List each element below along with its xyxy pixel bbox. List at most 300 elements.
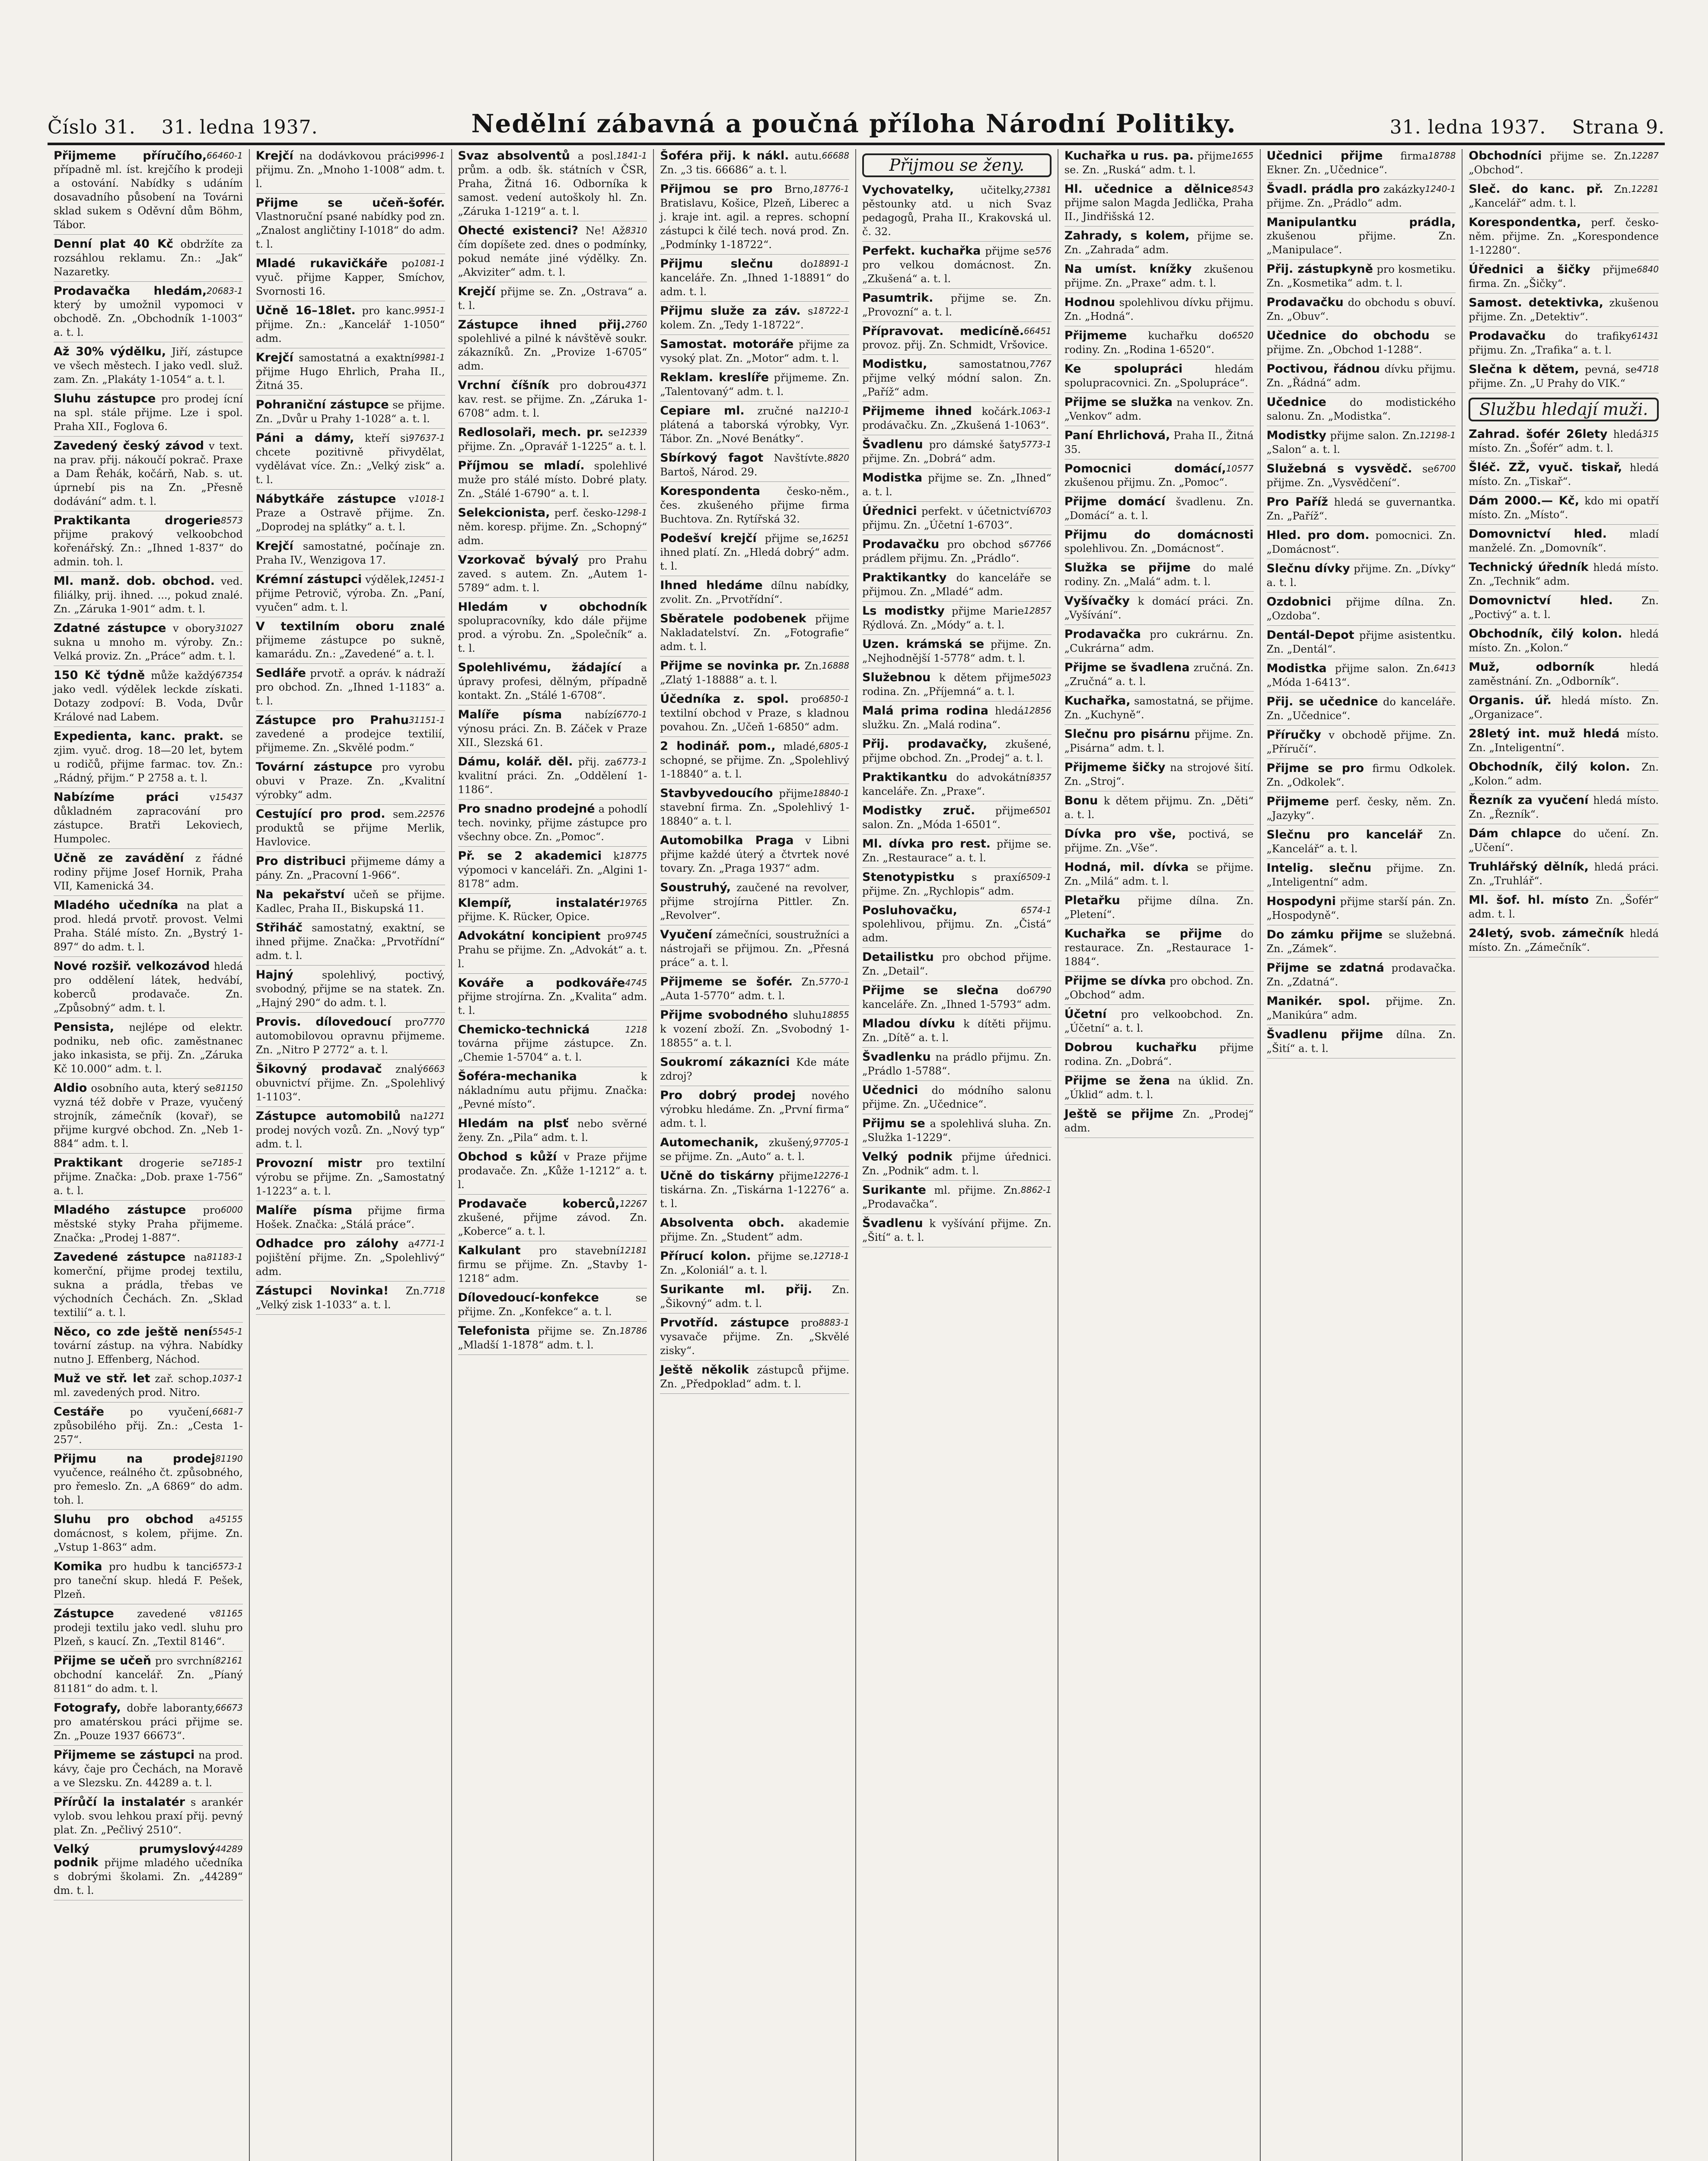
- ad-text: pro dobrou kav. rest. se přijme. Zn. „Záruka 1-6708“ adm. t. l.: [458, 379, 647, 419]
- classified-ad: [54, 392, 243, 437]
- ad-text: přijmeme. Zn. „Talentovaný“ adm. t. l.: [660, 372, 849, 398]
- ad-text: přijme. Zn. „Pisárna“ adm. t. l.: [1064, 728, 1254, 754]
- ad-heading: Slečna k dětem,: [1469, 363, 1579, 376]
- classified-ad: [862, 183, 1052, 242]
- ad-text: Zn. „Zlatý 1-18888“ a. t. l.: [660, 660, 822, 686]
- classified-ad: [458, 1291, 647, 1322]
- classified-ad: [54, 439, 243, 511]
- ad-text: zkušenou přijme. Zn. „Detektiv“.: [1469, 297, 1659, 323]
- ad-text: se přijme. Zn. „Milá“ adm. t. l.: [1064, 861, 1254, 887]
- ad-code: 81183-1: [207, 1252, 243, 1262]
- ad-heading: Hledám v obchodník: [458, 600, 647, 614]
- ad-heading: Sedláře: [255, 666, 306, 680]
- classified-ad: [458, 426, 647, 456]
- classified-ad: [1064, 182, 1254, 226]
- classified-ad: [1064, 296, 1254, 326]
- classified-ad: [1267, 296, 1456, 326]
- ad-heading: Zahrady, s kolem,: [1064, 229, 1190, 242]
- ad-heading: Prodavače koberců,: [458, 1197, 620, 1211]
- ad-heading: Podešví krejčí: [660, 532, 757, 545]
- classified-ad: [54, 1654, 243, 1699]
- classified-ad: [1267, 1028, 1456, 1058]
- ad-heading: Prodavačku: [1266, 296, 1344, 309]
- ad-text: může každý jako vedl. výdělek leckde získati. Dotazy zodpoví: B. Voda, Dvůr Králové nad Labem.: [54, 669, 243, 723]
- classified-ad: [256, 431, 445, 490]
- classified-ad: [1064, 827, 1254, 858]
- ad-code: 19765: [619, 898, 647, 908]
- ad-text: pevná, se přijme. Zn. „U Prahy do VIK.“: [1469, 363, 1637, 389]
- classified-ad: [862, 771, 1052, 801]
- ad-code: 12857: [1024, 606, 1052, 616]
- ad-code: 81150: [215, 1083, 243, 1093]
- classified-ad: [1469, 263, 1659, 293]
- ad-text: hledá místo. Zn. „Technik“ adm.: [1469, 561, 1659, 587]
- ad-code: 1298-1: [616, 507, 647, 518]
- ad-heading: Přírůčí la instalatér: [54, 1795, 185, 1809]
- ad-text: zámečníci, soustružníci a nástrojaři se přijmou. Zn. „Přesná práce“ a. t. l.: [660, 929, 850, 969]
- ad-heading: Modistka: [1266, 662, 1327, 675]
- ad-text: přijme se. Zn. „Mladší 1-1878“ adm. t. l.: [458, 1325, 620, 1351]
- ad-heading: Pletařku: [1064, 894, 1120, 907]
- ad-text: přijme tiskárna. Zn. „Tiskárna 1-12276“ a. t. l.: [660, 1170, 849, 1210]
- ad-text: a posl. prům. a odb. šk. státních v ČSR, Praha, Žitná 16. Odborníka k samost. vedení autoškoly hl. Zn. „Záruka 1-1219“ a. t. l.: [458, 150, 647, 217]
- ad-text: Zn. „Auta 1-5770“ adm. t. l.: [660, 976, 819, 1002]
- ad-text: hledá místo. Zn. „Organizace“.: [1469, 695, 1659, 720]
- page-number: Strana 9.: [1572, 116, 1665, 138]
- ad-heading: Perfekt. kuchařka: [862, 244, 981, 258]
- classified-ad: [54, 1842, 243, 1900]
- ad-text: Zn. „Šikovný“ adm. t. l.: [660, 1284, 849, 1310]
- classified-ad: [660, 975, 849, 1006]
- ad-text: firmu Odkolek. Zn. „Odkolek“.: [1266, 762, 1456, 788]
- column-5: [856, 149, 1058, 2161]
- classified-ad: [54, 1795, 243, 1840]
- ad-text: výdělek, přijme Petrovič, výroba. Zn. „Paní, vyučen“ adm. t. l.: [255, 574, 445, 613]
- classified-ad: [1267, 595, 1456, 626]
- ad-text: spolehlivou. Zn. „Domácnost“.: [1064, 542, 1224, 555]
- classified-ad: [1469, 927, 1659, 957]
- ad-text: k nákladnímu autu přijmu. Značka: „Pevné místo“.: [458, 1071, 647, 1110]
- ad-text: švadlenu. Zn. „Domácí“ a. t. l.: [1064, 496, 1254, 522]
- classified-ad: [54, 1452, 243, 1510]
- ad-heading: Přírucí kolon.: [660, 1249, 751, 1263]
- ad-heading: Přijme se dívka: [1064, 974, 1166, 988]
- ad-text: Zn. „Kancelář“ adm. t. l.: [1469, 183, 1632, 209]
- classified-ad: [660, 404, 849, 449]
- ad-heading: Švadlenu: [862, 1217, 923, 1230]
- ad-text: do kanceláře se přijmou. Zn. „Mladé“ adm.: [862, 572, 1052, 598]
- ad-text: na úklid. Zn. „Úklid“ adm. t. l.: [1064, 1075, 1254, 1101]
- classified-ad: [458, 285, 647, 316]
- ad-heading: Přijme se učeň-šofér.: [255, 196, 445, 210]
- ad-heading: Malíře písma: [255, 1204, 353, 1217]
- ad-heading: Korespondentka,: [1469, 216, 1581, 229]
- ad-code: 5023: [1029, 672, 1052, 682]
- ad-code: 5770-1: [819, 976, 849, 987]
- ad-heading: Účedníka z. spol.: [660, 692, 789, 706]
- ad-heading: Přijmeme: [1266, 795, 1329, 808]
- ad-heading: Hled. pro dom.: [1266, 529, 1370, 542]
- ad-code: 6773-1: [616, 756, 647, 767]
- ad-heading: Přijmu služe za záv.: [660, 304, 801, 318]
- classified-ad: [862, 571, 1052, 602]
- ad-heading: Automechanik,: [660, 1136, 759, 1149]
- ad-heading: Klempíř, instalatér: [458, 896, 620, 910]
- classified-ad: [256, 196, 445, 254]
- ad-text: přijme se. Zn. „Obchod“.: [1469, 150, 1632, 176]
- ad-text: se přijme. Zn. „Obchod 1-1288“.: [1266, 330, 1456, 356]
- classified-ad: [1064, 727, 1254, 758]
- ad-heading: Přípravovat. medicíně.: [862, 325, 1024, 338]
- ad-text: se přijme. Zn. „Opravář 1-1225“ a. t. l.: [458, 427, 647, 453]
- ad-heading: Učně ze zavádění: [54, 851, 184, 865]
- ad-heading: Dílovedoucí-konfekce: [458, 1291, 599, 1304]
- ad-text: v Praze přijme prodavače. Zn. „Kůže 1-1212“ a. t. l.: [458, 1151, 647, 1191]
- ad-heading: Truhlářský dělník,: [1469, 860, 1589, 873]
- ad-text: dívku přijmu. Zn. „Řádná“ adm.: [1266, 363, 1456, 389]
- ad-heading: Mladou dívku: [862, 1017, 956, 1030]
- ad-code: 1841-1: [616, 150, 647, 161]
- ad-text: zavedené a prodejce textilií, přijmeme. Zn. „Skvělé podm.“: [255, 728, 445, 754]
- ad-code: 18855: [822, 1010, 849, 1020]
- classified-ad: [256, 1157, 445, 1201]
- issue-number: Číslo 31.: [48, 116, 136, 138]
- classified-ad: [458, 708, 647, 752]
- ad-text: do kanceláře. Zn. „Učednice“.: [1266, 696, 1456, 722]
- classified-ad: [54, 149, 243, 235]
- ad-heading: Šléč. ZŽ, vyuč. tiskař,: [1469, 461, 1622, 474]
- classified-ad: [54, 730, 243, 788]
- issue-date-right: 31. ledna 1937.: [1389, 116, 1546, 138]
- classified-ad: [1469, 494, 1659, 525]
- ad-heading: Poctivou, řádnou: [1266, 362, 1380, 376]
- ad-text: do malé rodiny. Zn. „Malá“ adm. t. l.: [1064, 562, 1254, 588]
- classified-ad: [1267, 861, 1456, 892]
- ad-heading: Zástupce pro Prahu: [255, 714, 409, 727]
- ad-heading: Korespondenta: [660, 484, 761, 498]
- ad-heading: Uzen. krámská se: [862, 637, 985, 651]
- classified-ad: [458, 1070, 647, 1114]
- classified-ad: [54, 899, 243, 957]
- ad-heading: 2 hodinář. pom.,: [660, 739, 776, 753]
- ad-heading: Zahrad. šofér 26lety: [1469, 427, 1608, 441]
- ad-text: pro vyrobu obuvi v Praze. Zn. „Kvalitní výrobky“ adm.: [255, 761, 445, 801]
- ad-code: 12281: [1631, 184, 1659, 194]
- ad-heading: V textilním oboru znalé: [255, 620, 445, 633]
- classified-ad: [256, 854, 445, 885]
- classified-ad: [862, 704, 1052, 735]
- classified-ad: [1064, 329, 1254, 360]
- ad-heading: Organis. úř.: [1469, 694, 1552, 707]
- ad-heading: Ml. manž. dob. obchod.: [54, 574, 215, 588]
- ad-heading: Vzorkovač bývalý: [458, 553, 579, 567]
- ad-heading: Vychovatelky,: [862, 183, 954, 197]
- ad-heading: Nábytkáře zástupce: [255, 492, 396, 506]
- ad-heading: Kuchařka u rus. pa.: [1064, 149, 1194, 163]
- ad-heading: Přijme se pro: [1266, 762, 1364, 775]
- classified-ad: [1267, 216, 1456, 260]
- classified-ad: [862, 604, 1052, 635]
- classified-ad: [458, 1324, 647, 1355]
- ad-text: znalý obuvnictví přijme. Zn. „Spolehlivý 1-1103“.: [255, 1063, 445, 1103]
- ad-code: 10577: [1226, 463, 1254, 474]
- ad-code: 1081-1: [414, 258, 445, 268]
- ad-text: pro automobilovou opravnu přijmeme. Zn. „Nitro P 2772“ a. t. l.: [255, 1016, 445, 1056]
- ad-text: do obchodu s obuví. Zn. „Obuv“.: [1266, 296, 1456, 322]
- ad-code: 6573-1: [212, 1561, 243, 1571]
- ad-heading: Učednice do obchodu: [1266, 329, 1430, 342]
- ad-text: sluhu k vození zboží. Zn. „Svobodný 1-18855“ a. t. l.: [660, 1009, 849, 1049]
- classified-ad: [458, 896, 647, 927]
- ad-heading: Ml. dívka pro rest.: [862, 837, 991, 851]
- ad-text: samostatná a exaktní přijme Hugo Ehrlich, Praha II., Žitná 35.: [255, 352, 445, 392]
- classified-ad: [660, 149, 849, 180]
- header-left: [48, 116, 318, 138]
- ad-code: 61431: [1631, 331, 1659, 341]
- classified-ad: [1267, 828, 1456, 859]
- ad-heading: Účetní: [1064, 1007, 1107, 1021]
- classified-ad: [1267, 628, 1456, 659]
- classified-ad: [862, 291, 1052, 322]
- classified-ad: [660, 182, 849, 255]
- ad-text: přijme starší pán. Zn. „Hospodyně“.: [1266, 896, 1456, 921]
- ad-heading: Redlosolaři, mech. pr.: [458, 426, 604, 439]
- ad-text: akademie přijme. Zn. „Student“ adm.: [660, 1217, 850, 1243]
- ad-heading: Přijmeme se zástupci: [54, 1748, 195, 1762]
- ad-code: 12181: [619, 1245, 647, 1256]
- ad-heading: Učednici: [862, 1084, 918, 1097]
- classified-ad: [862, 357, 1052, 402]
- classified-ad: [660, 692, 849, 737]
- classified-ad: [1064, 495, 1254, 526]
- ad-heading: Přijme se žena: [1064, 1074, 1170, 1087]
- ad-text: s kolem. Zn. „Tedy 1-18722“.: [660, 305, 813, 331]
- classified-ad: [1469, 216, 1659, 260]
- ad-heading: Krejčí: [458, 285, 496, 298]
- classified-ad: [660, 1169, 849, 1214]
- ad-code: 16888: [822, 660, 849, 671]
- ad-heading: Malíře písma: [458, 708, 562, 721]
- ad-text: v důkladném zapracování pro zástupce. Bratři Lekoviech, Humpolec.: [54, 791, 243, 845]
- ad-code: 8310: [625, 225, 647, 236]
- ad-heading: Přij. zástupkyně: [1266, 262, 1373, 276]
- ad-heading: Zdatné zástupce: [54, 622, 166, 635]
- ad-text: Zn. „Kancelář“ a. t. l.: [1266, 829, 1456, 855]
- classified-ad: [1469, 329, 1659, 360]
- ad-code: 12276-1: [813, 1170, 849, 1181]
- ad-text: nejlépe od elektr. podniku, neb ofic. zaměstnanec jako inkasista, se přij. Zn. „Zárukа Kč 10.000“ adm. t. l.: [54, 1021, 243, 1075]
- ad-text: kdo mi opatří místo. Zn. „Místo“.: [1469, 495, 1659, 521]
- ad-heading: Muž ve stř. let: [54, 1372, 150, 1385]
- ad-text: mladí manželé. Zn. „Domovník“.: [1469, 528, 1659, 554]
- classified-ad: [862, 1150, 1052, 1181]
- classified-ad: [256, 620, 445, 664]
- ad-heading: Fotografy,: [54, 1701, 121, 1715]
- ad-text: Brno, Bratislavu, Košice, Plzeň, Liberec a j. kraje int. agil. a repres. schopní zástupci k čilé tech. nová prod. Zn. „Podmínky 1-18722“.: [660, 183, 849, 251]
- classified-ad: [1469, 860, 1659, 891]
- ad-code: 8357: [1029, 772, 1052, 782]
- ad-heading: Prodavačku: [1469, 329, 1546, 343]
- ad-text: firma Ekner. Zn. „Učednice“.: [1266, 150, 1428, 176]
- classified-ad: [1064, 761, 1254, 791]
- classified-ad: [1469, 727, 1659, 758]
- ad-code: 4771-1: [414, 1238, 445, 1249]
- ad-heading: Zavedený český závod: [54, 439, 204, 453]
- ad-code: 6790: [1029, 985, 1052, 995]
- ad-text: přijme salon. Zn. „Salon“ a. t. l.: [1266, 430, 1420, 456]
- classified-ad: [862, 950, 1052, 981]
- classified-ad: [1469, 627, 1659, 658]
- ad-heading: Samostat. motoráře: [660, 338, 794, 351]
- ad-code: 6663: [423, 1064, 445, 1074]
- ad-heading: Přij. prodavačky,: [862, 737, 988, 751]
- column-1: [48, 149, 250, 2161]
- ad-text: do učení. Zn. „Učení“.: [1469, 828, 1659, 854]
- ad-code: 7718: [423, 1285, 445, 1296]
- classified-ad: [458, 849, 647, 894]
- classified-ad: [1064, 694, 1254, 725]
- classified-ad: [862, 1017, 1052, 1048]
- ad-heading: Modistku,: [862, 357, 927, 371]
- ad-text: přijme úřednici. Zn. „Podnik“ adm. t. l.: [862, 1151, 1052, 1177]
- section-title: Službu hledají muži.: [1469, 398, 1659, 421]
- ad-text: zavedené v prodeji textilu jako vedl. sluhu pro Plzeň, s kaucí. Zn. „Textil 8146“.: [54, 1608, 243, 1648]
- ad-heading: Manipulantku prádla,: [1266, 216, 1456, 229]
- ad-heading: Dentál-Depot: [1266, 628, 1354, 642]
- ad-heading: Příručky: [1266, 728, 1321, 742]
- ad-heading: Př. se 2 akademici: [458, 849, 602, 863]
- classified-ad: [256, 968, 445, 1013]
- classified-ad: [1267, 529, 1456, 559]
- ad-heading: Soukromí zákazníci: [660, 1055, 790, 1069]
- ad-text: zkušenou přijme. Zn. „Manipulace“.: [1266, 230, 1456, 256]
- ad-text: prvotř. a opráv. k nádraží pro obchod. Zn. „Ihned 1-1183“ a. t. l.: [255, 667, 445, 707]
- ad-code: 15437: [215, 792, 243, 802]
- ad-text: perf. česko-něm. přijme. Zn. „Korespondence 1-12280“.: [1469, 217, 1659, 256]
- ad-text: pro svrchní obchodní kancelář. Zn. „Píaný 81181“ do adm. t. l.: [54, 1655, 243, 1695]
- classified-ad: [54, 1607, 243, 1651]
- ad-code: 1271: [423, 1111, 445, 1121]
- ad-text: v obory sukna u mnoho m. výroby. Zn.: Velká proviz. Zn. „Práce“ adm. t. l.: [54, 622, 243, 662]
- ad-code: 5545-1: [212, 1326, 243, 1337]
- ad-text: přijme dílna. Zn. „Ozdoba“.: [1266, 596, 1456, 622]
- ad-text: zkušené, přijme obchod. Zn. „Prodej“ a. t. l.: [862, 738, 1052, 764]
- classified-ad: [1267, 762, 1456, 792]
- classified-ad: [660, 1216, 849, 1247]
- classified-ad: [458, 149, 647, 221]
- ad-text: vyučence, reálného čt. způsobného, pro řemeslo. Zn. „A 6869“ do adm. toh. l.: [54, 1466, 243, 1506]
- ad-heading: Modistky zruč.: [862, 804, 975, 817]
- ad-text: přijme. K. Rücker, Opice.: [458, 911, 590, 923]
- classified-ad: [1267, 795, 1456, 826]
- ad-text: kuchařku do rodiny. Zn. „Rodina 1-6520“.: [1064, 330, 1232, 356]
- ad-text: přijme rodina. Zn. „Dobrá“.: [1064, 1042, 1254, 1068]
- ad-heading: Expedienta, kanc. prakt.: [54, 730, 224, 743]
- ad-text: nového výrobku hledáme. Zn. „První firma“ adm. t. l.: [660, 1090, 849, 1129]
- classified-ad: [1267, 329, 1456, 360]
- classified-ad: [256, 1284, 445, 1315]
- classified-ad: [1267, 928, 1456, 959]
- classified-ad: [660, 834, 849, 878]
- ad-text: přijme strojírna. Zn. „Kvalita“ adm. t. l.: [458, 991, 647, 1017]
- ad-heading: Dám chlapce: [1469, 827, 1561, 840]
- classified-ad: [1064, 894, 1254, 924]
- ad-heading: Přijme se švadlena: [1064, 661, 1190, 674]
- ad-heading: Střiháč: [255, 921, 303, 934]
- ad-text: pro Prahu se přijme. Zn. „Advokát“ a. t. l.: [458, 930, 647, 970]
- ad-text: Zn. „Šofér“ adm. t. l.: [1469, 894, 1659, 920]
- classified-ad: [660, 928, 849, 972]
- ad-code: 6520: [1231, 330, 1254, 341]
- ad-heading: Šoféra-mechanika: [458, 1070, 577, 1083]
- ad-text: pro vysavače přijme. Zn. „Skvělé zisky“.: [660, 1317, 849, 1357]
- ad-code: 315: [1642, 429, 1659, 439]
- classified-ad: [458, 600, 647, 658]
- ad-code: 9996-1: [414, 150, 445, 161]
- ad-text: mladé, schopné, se přijme. Zn. „Spolehlivý 1-18840“ a. t. l.: [660, 740, 849, 780]
- ad-text: přijme Marie Rýdlová. Zn. „Módy“ a. t. l.: [862, 605, 1024, 631]
- ad-text: v Praze a Ostravě přijme. Zn. „Doprodej na splátky“ a. t. l.: [255, 493, 445, 533]
- classified-ad: [660, 532, 849, 576]
- ad-heading: Prvotříd. zástupce: [660, 1316, 789, 1329]
- ad-text: Praha II., Žitná 35.: [1064, 430, 1254, 456]
- ad-text: přijme salon. Zn. „Móda 1-6413“.: [1266, 663, 1434, 688]
- ad-heading: Bonu: [1064, 794, 1098, 807]
- ad-heading: Telefonista: [458, 1324, 530, 1338]
- ad-heading: 28letý int. muž hledá: [1469, 727, 1620, 740]
- ad-heading: Ještě se přijme: [1064, 1107, 1174, 1121]
- ad-heading: Přijmeme se šofér.: [660, 975, 793, 988]
- ad-heading: Krejčí: [255, 351, 293, 364]
- ad-heading: Kováře a podkováře: [458, 976, 625, 990]
- ad-heading: 24letý, svob. zámečník: [1469, 927, 1624, 940]
- classified-ad: [256, 1204, 445, 1234]
- ad-heading: Ml. šof. hl. místo: [1469, 893, 1589, 907]
- classified-ad: [1469, 461, 1659, 491]
- ad-heading: Odhadce pro zálohy: [255, 1237, 399, 1250]
- ad-text: samostatný, exaktní, se ihned přijme. Značka: „Prvotřídní“ adm. t. l.: [255, 922, 445, 962]
- ad-heading: Pro snadno prodejné: [458, 802, 595, 816]
- ad-text: přijme. Zn. „Nejhodnější 1-5778“ adm. t. l.: [862, 638, 1052, 664]
- ad-code: 81190: [215, 1453, 243, 1464]
- ad-code: 9745: [625, 931, 647, 941]
- ad-code: 6681-7: [212, 1406, 243, 1417]
- ad-text: přijme. Zn. „Dívky“ a. t. l.: [1266, 563, 1456, 589]
- classified-ad: [1267, 495, 1456, 526]
- classified-ad: [458, 1150, 647, 1195]
- ad-text: se služebná. Zn. „Zámek“.: [1266, 929, 1456, 955]
- ad-heading: Ihned hledáme: [660, 579, 763, 592]
- ad-code: 1037-1: [212, 1373, 243, 1383]
- classified-ad: [862, 637, 1052, 668]
- classified-ad: [54, 1513, 243, 1557]
- ad-heading: Stavbyvedoucího: [660, 787, 773, 800]
- ad-code: 12856: [1024, 705, 1052, 716]
- ad-text: se přijme. Zn. „Dvůr u Prahy 1-1028“ a. t. l.: [255, 399, 445, 425]
- ad-text: přijme se. Zn. „Koloniál“ a. t. l.: [660, 1250, 813, 1276]
- ad-text: hledá místo. Zn. „Řezník“.: [1469, 794, 1659, 820]
- ad-heading: Učně 16–18let.: [255, 304, 356, 317]
- classified-ad: [1064, 1041, 1254, 1071]
- ad-text: na prod. kávy, čaje pro Čechách, na Moravě a ve Slezsku. Zn. 44289 a. t. l.: [54, 1749, 243, 1789]
- classified-ad: [862, 671, 1052, 701]
- ad-code: 6805-1: [819, 741, 849, 751]
- ad-code: 12198-1: [1419, 430, 1456, 440]
- ad-heading: Zástupce: [54, 1607, 114, 1620]
- ad-code: 6501: [1029, 805, 1052, 816]
- classified-ad: [660, 484, 849, 529]
- classified-ad: [54, 669, 243, 727]
